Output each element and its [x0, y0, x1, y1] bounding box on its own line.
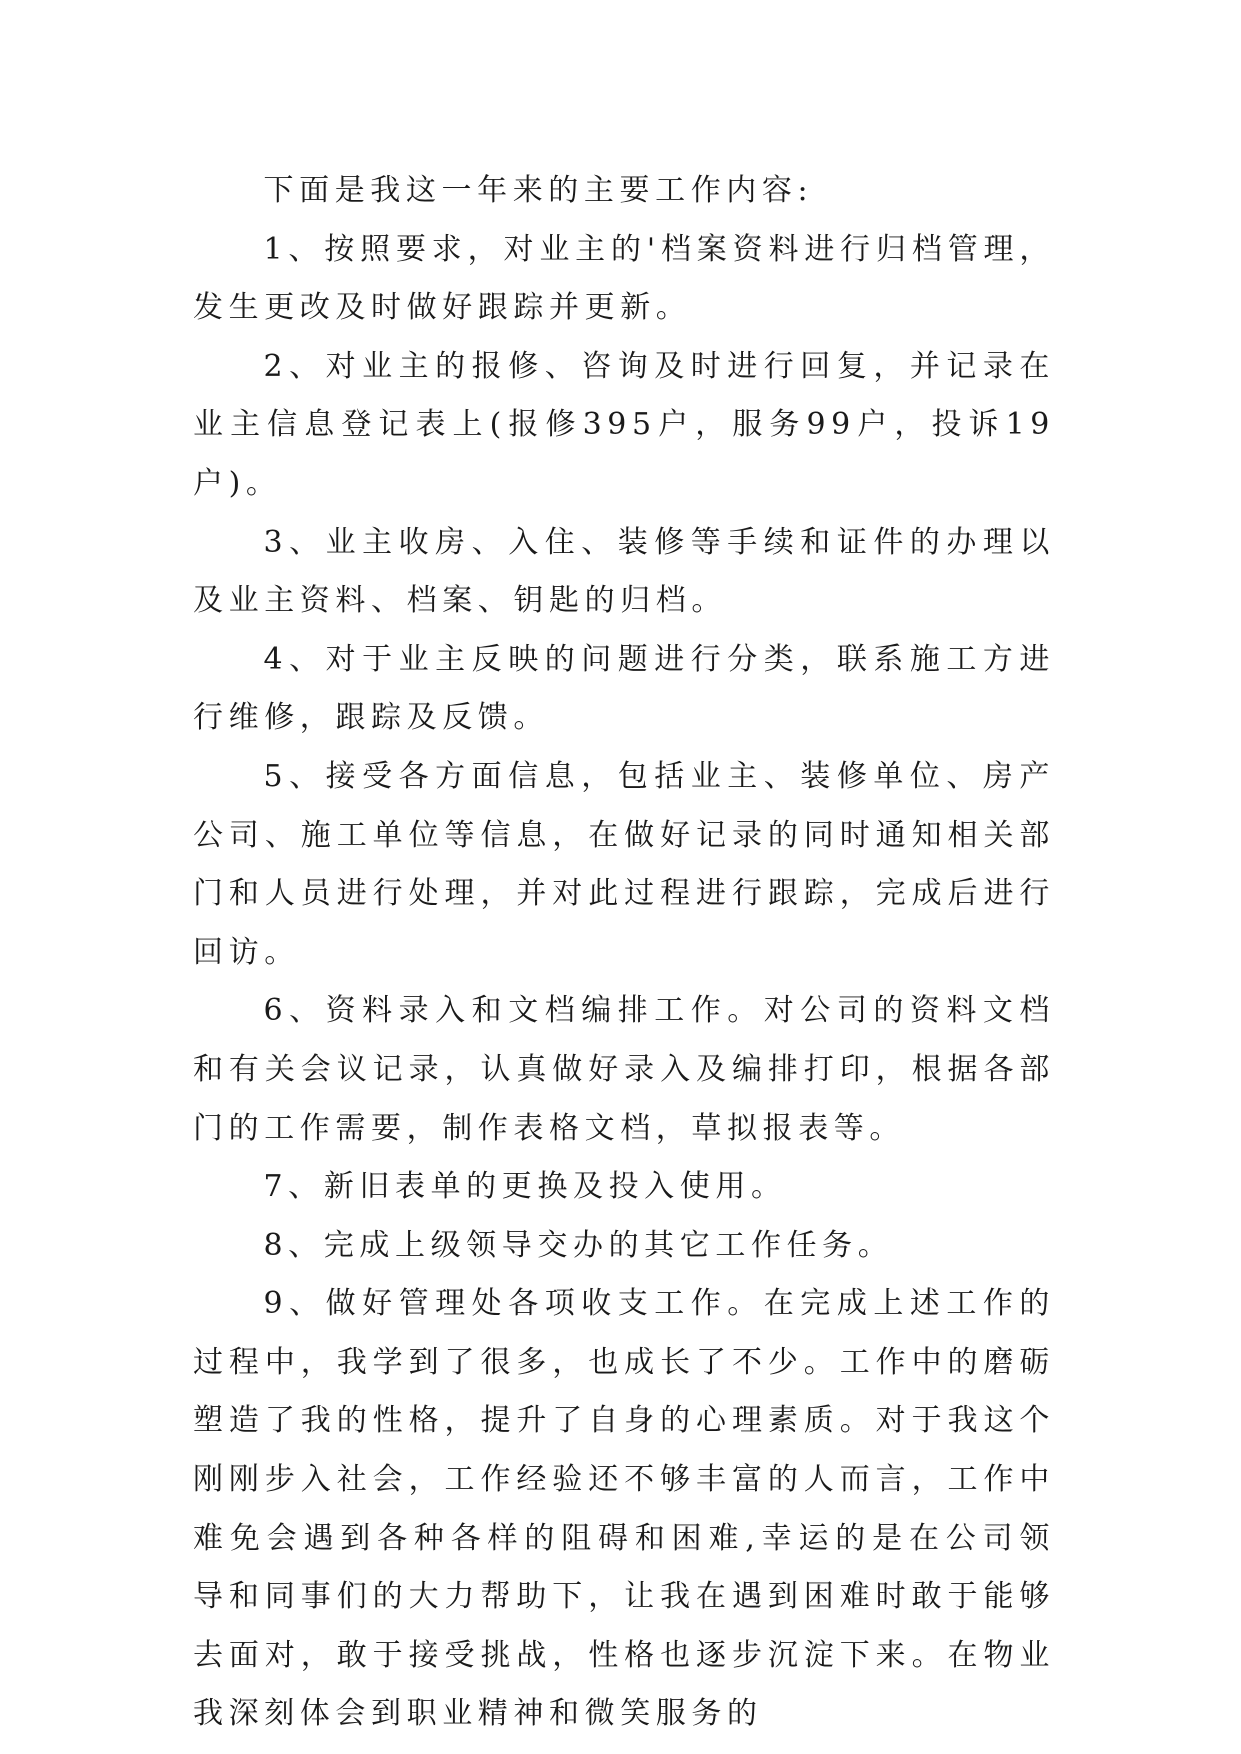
paragraph-item-9: 9、做好管理处各项收支工作。在完成上述工作的过程中，我学到了很多，也成长了不少。工作中的磨砺塑造了我的性格，提升了自身的心理素质。对于我这个刚刚步入社会，工作经验还不够丰富的人而言，工作中难免会遇到各种各样的阻碍和困难,幸运的是在公司领导和同事们的大力帮助下，让我在遇到困难时敢于能够去面对，敢于接受挑战，性格也逐步沉淀下来。在物业我深刻体会到职业精神和微笑服务的 — [193, 1286, 1055, 1732]
paragraph-item-1: 1、按照要求，对业主的'档案资料进行归档管理，发生更改及时做好跟踪并更新。 — [193, 231, 1055, 326]
paragraph-item-6: 6、资料录入和文档编排工作。对公司的资料文档和有关会议记录，认真做好录入及编排打印，根据各部门的工作需要，制作表格文档，草拟报表等。 — [193, 993, 1055, 1146]
paragraph-item-7: 7、新旧表单的更换及投入使用。 — [263, 1169, 787, 1205]
paragraph-item-3: 3、业主收房、入住、装修等手续和证件的办理以及业主资料、档案、钥匙的归档。 — [193, 524, 1055, 619]
paragraph-item-2: 2、对业主的报修、咨询及时进行回复，并记录在业主信息登记表上(报修395户，服务99户，投诉19户)。 — [193, 348, 1055, 501]
document-body — [193, 162, 1055, 1744]
paragraph-intro: 下面是我这一年来的主要工作内容: — [263, 173, 814, 208]
paragraph-item-8: 8、完成上级领导交办的其它工作任务。 — [263, 1227, 894, 1263]
paragraph-item-4: 4、对于业主反映的问题进行分类，联系施工方进行维修，跟踪及反馈。 — [193, 641, 1055, 736]
paragraph-item-5: 5、接受各方面信息，包括业主、装修单位、房产公司、施工单位等信息，在做好记录的同时通知相关部门和人员进行处理，并对此过程进行跟踪，完成后进行回访。 — [193, 758, 1055, 970]
